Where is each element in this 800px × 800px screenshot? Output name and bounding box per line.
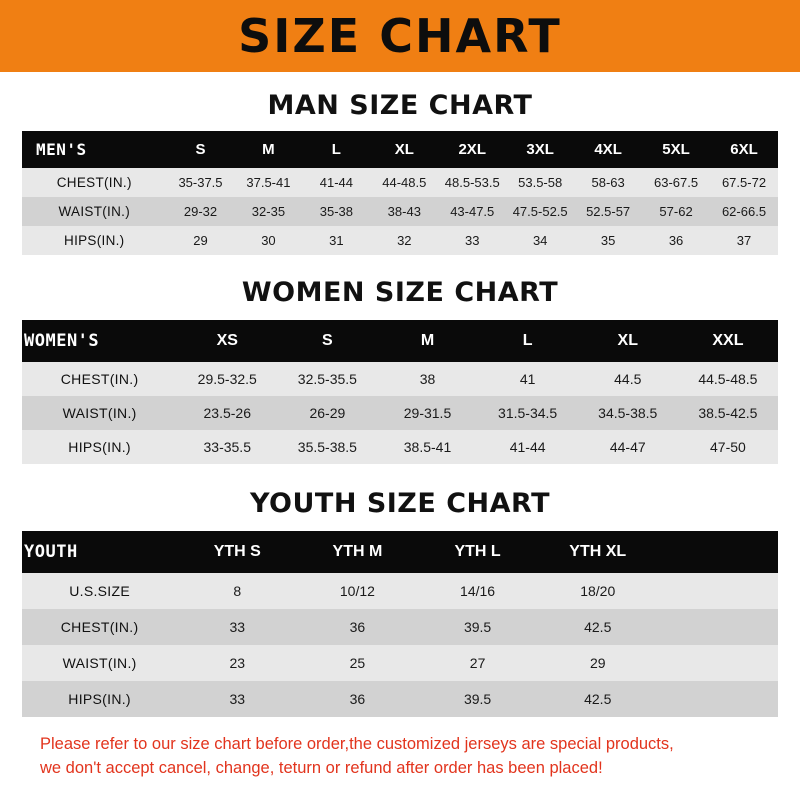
cell: 31.5-34.5 bbox=[498, 405, 558, 421]
cell: 47.5-52.5 bbox=[512, 204, 568, 219]
note-line-1: Please refer to our size chart before order,the customized jerseys are special products, bbox=[40, 735, 674, 753]
cell: 36 bbox=[349, 619, 366, 635]
table-row bbox=[22, 396, 778, 430]
page-header bbox=[0, 0, 800, 72]
col-header-6xl: 6XL bbox=[730, 141, 758, 158]
cell: 29 bbox=[193, 233, 208, 248]
table-row bbox=[22, 197, 778, 226]
table-row bbox=[22, 573, 778, 609]
table-youth-body bbox=[22, 573, 778, 717]
cell: 39.5 bbox=[463, 691, 492, 707]
cell: 52.5-57 bbox=[586, 204, 631, 219]
col-header-blank bbox=[658, 531, 778, 573]
cell: 23 bbox=[229, 655, 246, 671]
row-label-waist: WAIST(IN.) bbox=[62, 655, 137, 671]
cell: 33 bbox=[229, 691, 246, 707]
cell: 38.5-42.5 bbox=[698, 405, 758, 421]
table-row bbox=[22, 681, 778, 717]
row-label-waist: WAIST(IN.) bbox=[62, 405, 137, 421]
cell: 26-29 bbox=[309, 405, 346, 421]
cell: 41 bbox=[519, 371, 536, 387]
cell: 35.5-38.5 bbox=[297, 439, 357, 455]
cell: 41-44 bbox=[319, 175, 353, 190]
section-women bbox=[22, 277, 778, 464]
cell: 48.5-53.5 bbox=[444, 175, 500, 190]
cell: 38-43 bbox=[387, 204, 421, 219]
col-header-womens: WOMEN'S bbox=[24, 331, 100, 351]
cell: 10/12 bbox=[339, 583, 375, 599]
cell: 35 bbox=[600, 233, 616, 248]
col-header-5xl: 5XL bbox=[662, 141, 690, 158]
cell: 29.5-32.5 bbox=[197, 371, 257, 387]
table-row bbox=[22, 168, 778, 197]
table-man-body bbox=[22, 168, 778, 255]
col-header-2xl: 2XL bbox=[458, 141, 486, 158]
row-label-chest: CHEST(IN.) bbox=[60, 619, 139, 635]
col-header-xl: XL bbox=[617, 332, 638, 349]
cell: 44.5 bbox=[614, 371, 642, 387]
cell: 63-67.5 bbox=[654, 175, 699, 190]
col-header-xs: XS bbox=[216, 332, 238, 349]
col-header-m: M bbox=[420, 332, 435, 349]
cell: 35-38 bbox=[319, 204, 353, 219]
cell: 30 bbox=[261, 233, 276, 248]
table-women-body bbox=[22, 362, 778, 464]
table-man bbox=[22, 131, 778, 255]
section-title-man: MAN SIZE CHART bbox=[267, 90, 533, 121]
cell: 41-44 bbox=[509, 439, 546, 455]
header-right-edge bbox=[780, 0, 800, 72]
section-title-youth: YOUTH SIZE CHART bbox=[249, 488, 551, 519]
table-women-head bbox=[22, 320, 778, 362]
col-header-3xl: 3XL bbox=[526, 141, 554, 158]
cell bbox=[658, 645, 778, 681]
cell: 32.5-35.5 bbox=[297, 371, 357, 387]
cell: 44-47 bbox=[609, 439, 646, 455]
table-youth bbox=[22, 531, 778, 717]
cell: 25 bbox=[349, 655, 366, 671]
cell: 53.5-58 bbox=[518, 175, 563, 190]
col-header-xl: XL bbox=[394, 141, 414, 158]
table-youth-head bbox=[22, 531, 778, 573]
col-header-yth-l: YTH L bbox=[454, 543, 501, 560]
cell: 58-63 bbox=[591, 175, 625, 190]
row-label-chest: CHEST(IN.) bbox=[60, 371, 139, 387]
col-header-s: S bbox=[195, 141, 206, 158]
cell: 29 bbox=[589, 655, 606, 671]
cell: 37 bbox=[736, 233, 752, 248]
table-row bbox=[22, 430, 778, 464]
section-man bbox=[22, 90, 778, 255]
row-label-waist: WAIST(IN.) bbox=[58, 204, 130, 219]
col-header-s: S bbox=[322, 332, 333, 349]
cell: 44.5-48.5 bbox=[698, 371, 758, 387]
table-row bbox=[22, 226, 778, 255]
cell: 38 bbox=[419, 371, 436, 387]
table-header-row bbox=[22, 131, 778, 168]
cell: 35-37.5 bbox=[178, 175, 223, 190]
col-header-m: M bbox=[262, 141, 275, 158]
section-youth bbox=[22, 488, 778, 717]
cell bbox=[658, 573, 778, 609]
col-header-yth-xl: YTH XL bbox=[569, 543, 627, 560]
cell: 33 bbox=[465, 233, 480, 248]
cell: 42.5 bbox=[584, 691, 612, 707]
cell: 32-35 bbox=[251, 204, 286, 219]
row-label-hips: HIPS(IN.) bbox=[68, 691, 131, 707]
table-row bbox=[22, 362, 778, 396]
cell: 33-35.5 bbox=[203, 439, 251, 455]
cell: 62-66.5 bbox=[721, 204, 767, 219]
row-label-us-size: U.S.SIZE bbox=[69, 583, 130, 599]
table-row bbox=[22, 645, 778, 681]
row-label-hips: HIPS(IN.) bbox=[64, 233, 125, 248]
table-man-head bbox=[22, 131, 778, 168]
chart-content bbox=[0, 90, 800, 781]
order-policy-note bbox=[22, 733, 778, 781]
cell bbox=[658, 609, 778, 645]
cell: 36 bbox=[349, 691, 366, 707]
col-header-l: L bbox=[331, 141, 341, 158]
cell: 33 bbox=[229, 619, 246, 635]
table-row bbox=[22, 609, 778, 645]
col-header-yth-m: YTH M bbox=[332, 543, 383, 560]
cell: 29-31.5 bbox=[403, 405, 452, 421]
cell: 57-62 bbox=[659, 204, 693, 219]
page-title: SIZE CHART bbox=[238, 9, 562, 63]
cell: 8 bbox=[233, 583, 242, 599]
header-left-edge bbox=[0, 0, 20, 72]
cell: 32 bbox=[397, 233, 412, 248]
cell: 23.5-26 bbox=[203, 405, 251, 421]
col-header-xxl: XXL bbox=[712, 332, 744, 349]
cell: 47-50 bbox=[710, 439, 746, 455]
table-header-row bbox=[22, 320, 778, 362]
cell: 34.5-38.5 bbox=[598, 405, 658, 421]
col-header-youth: YOUTH bbox=[24, 542, 78, 562]
col-header-yth-s: YTH S bbox=[213, 543, 261, 560]
cell: 38.5-41 bbox=[403, 439, 452, 455]
col-header-4xl: 4XL bbox=[594, 141, 622, 158]
table-header-row bbox=[22, 531, 778, 573]
section-title-women: WOMEN SIZE CHART bbox=[241, 277, 559, 308]
cell: 14/16 bbox=[460, 583, 496, 599]
cell: 67.5-72 bbox=[721, 175, 767, 190]
cell: 42.5 bbox=[584, 619, 612, 635]
col-header-l: L bbox=[522, 332, 533, 349]
cell: 34 bbox=[532, 233, 548, 248]
cell: 27 bbox=[469, 655, 486, 671]
row-label-hips: HIPS(IN.) bbox=[68, 439, 131, 455]
cell: 39.5 bbox=[463, 619, 492, 635]
cell: 44-48.5 bbox=[382, 175, 427, 190]
cell: 43-47.5 bbox=[450, 204, 495, 219]
cell bbox=[658, 681, 778, 717]
table-women bbox=[22, 320, 778, 464]
cell: 36 bbox=[668, 233, 684, 248]
col-header-mens: MEN'S bbox=[36, 140, 87, 159]
cell: 37.5-41 bbox=[246, 175, 291, 190]
cell: 31 bbox=[329, 233, 344, 248]
row-label-chest: CHEST(IN.) bbox=[56, 175, 132, 190]
cell: 18/20 bbox=[580, 583, 616, 599]
cell: 29-32 bbox=[183, 204, 218, 219]
note-line-2: we don't accept cancel, change, teturn or refund after order has been placed! bbox=[40, 758, 603, 777]
